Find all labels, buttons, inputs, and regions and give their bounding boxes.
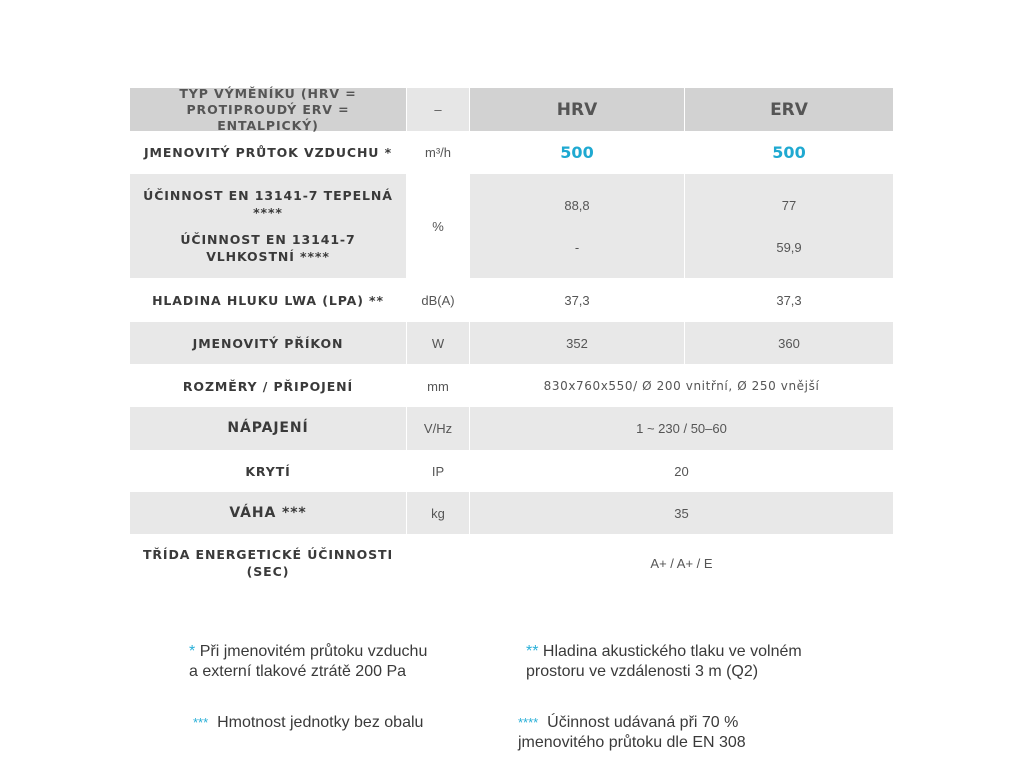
table-header-row — [130, 85, 893, 133]
power-erv-cell — [685, 322, 893, 364]
power-unit-cell — [407, 322, 469, 364]
power-label: JMENOVITÝ PŘÍKON — [192, 335, 344, 351]
footnote-airflow — [189, 642, 427, 682]
dimensions-value: 830x760x550/ Ø 200 vnitřní, Ø 250 vnější — [543, 379, 820, 393]
energy-class-value: A+ / A+ / E — [650, 555, 713, 571]
footnote-weight — [193, 713, 423, 733]
power-label-cell — [130, 322, 406, 364]
supply-unit-cell — [407, 407, 469, 450]
noise-hrv: 37,3 — [564, 292, 590, 308]
protection-label: KRYTÍ — [245, 463, 291, 479]
table-row-supply — [130, 407, 893, 450]
protection-unit: IP — [431, 463, 445, 479]
supply-label: NÁPAJENÍ — [227, 420, 309, 436]
table-row-dimensions — [130, 365, 893, 407]
supply-value: 1 ~ 230 / 50–60 — [636, 421, 727, 436]
noise-erv-cell — [685, 279, 893, 321]
weight-value-cell — [470, 492, 893, 534]
eff-thermal-label: ÚČINNOST EN 13141-7 TEPELNÁ **** — [143, 188, 393, 220]
table-row-protection — [130, 450, 893, 492]
eff-humidity-erv: 59,9 — [776, 239, 802, 255]
noise-unit-cell — [407, 279, 469, 321]
footnote-noise — [526, 642, 802, 682]
footnote-airflow-line2: a externí tlakové ztrátě 200 Pa — [189, 663, 407, 680]
eff-thermal-erv: 77 — [781, 197, 797, 213]
airflow-hrv-value: 500 — [560, 143, 594, 162]
noise-hrv-cell — [470, 279, 684, 321]
footnote-airflow-line1: Při jmenovitém průtoku vzduchu — [199, 643, 428, 660]
supply-label-cell — [130, 407, 406, 450]
airflow-unit-cell — [407, 131, 469, 174]
protection-value-cell — [470, 450, 893, 492]
header-hrv-cell — [470, 88, 684, 131]
dimensions-label-cell — [130, 365, 406, 407]
dimensions-value-cell — [470, 365, 893, 407]
protection-value: 20 — [674, 463, 689, 479]
dimensions-label: ROZMĚRY / PŘIPOJENÍ — [182, 378, 354, 394]
header-erv-cell — [685, 88, 893, 131]
energy-class-label: TŘÍDA ENERGETICKÉ ÚČINNOSTI (SEC) — [142, 547, 394, 579]
footnote-noise-stars: ** — [526, 643, 539, 660]
power-hrv-cell — [470, 322, 684, 364]
weight-label: VÁHA *** — [229, 504, 307, 521]
footnote-efficiency-stars: **** — [518, 715, 539, 730]
efficiency-erv-cell — [685, 174, 893, 278]
power-unit: W — [431, 335, 445, 351]
footnote-weight-text: Hmotnost jednotky bez obalu — [217, 714, 424, 731]
power-hrv: 352 — [566, 335, 588, 351]
efficiency-label-cell — [130, 174, 406, 278]
eff-humidity-hrv: - — [574, 239, 580, 255]
header-label-cell — [130, 85, 406, 133]
dimensions-unit: mm — [427, 378, 449, 394]
supply-value-cell — [470, 407, 893, 450]
efficiency-unit: % — [432, 218, 444, 234]
footnote-efficiency — [518, 713, 746, 753]
table-row-efficiency — [130, 174, 893, 278]
airflow-erv-cell — [685, 131, 893, 174]
energy-class-value-cell — [470, 535, 893, 591]
table-row-weight — [130, 492, 893, 534]
footnote-weight-stars: *** — [193, 715, 209, 730]
footnote-efficiency-line2: jmenovitého průtoku dle EN 308 — [518, 734, 746, 751]
noise-erv: 37,3 — [776, 292, 802, 308]
energy-class-unit-cell — [407, 535, 469, 591]
table-row-energy-class — [130, 535, 893, 591]
table-row-noise — [130, 279, 893, 321]
table-row-airflow — [130, 131, 893, 174]
weight-unit-cell — [407, 492, 469, 534]
efficiency-unit-cell — [407, 174, 469, 278]
footnote-efficiency-line1: Účinnost udávaná při 70 % — [547, 714, 739, 731]
airflow-label: JMENOVITÝ PRŮTOK VZDUCHU * — [143, 145, 393, 160]
supply-unit: V/Hz — [423, 421, 453, 436]
noise-label-cell — [130, 279, 406, 321]
weight-label-cell — [130, 492, 406, 534]
airflow-unit: m³/h — [425, 145, 451, 160]
header-erv: ERV — [770, 99, 808, 120]
footnote-airflow-stars: * — [189, 643, 196, 660]
header-unit: – — [434, 102, 442, 117]
header-exchanger-type-label: TYP VÝMĚNÍKU (HRV = PROTIPROUDÝ ERV = ENTALPICKÝ) — [179, 85, 357, 133]
noise-label: HLADINA HLUKU LWA (LPA) ** — [152, 292, 384, 308]
protection-unit-cell — [407, 450, 469, 492]
eff-humidity-label: ÚČINNOST EN 13141-7 VLHKOSTNÍ **** — [180, 232, 356, 264]
eff-thermal-hrv: 88,8 — [564, 197, 590, 213]
efficiency-hrv-cell — [470, 174, 684, 278]
protection-label-cell — [130, 450, 406, 492]
weight-value: 35 — [674, 505, 689, 521]
airflow-hrv-cell — [470, 131, 684, 174]
noise-unit: dB(A) — [421, 292, 455, 308]
weight-unit: kg — [431, 505, 445, 521]
power-erv: 360 — [778, 335, 800, 351]
table-row-power — [130, 322, 893, 364]
dimensions-unit-cell — [407, 365, 469, 407]
header-unit-cell — [407, 88, 469, 131]
footnote-noise-line2: prostoru ve vzdálenosti 3 m (Q2) — [526, 663, 759, 680]
energy-class-label-cell — [130, 535, 406, 591]
airflow-erv-value: 500 — [772, 143, 806, 162]
footnote-noise-line1: Hladina akustického tlaku ve volném — [542, 643, 802, 660]
airflow-label-cell — [130, 131, 406, 174]
header-hrv: HRV — [556, 99, 598, 120]
